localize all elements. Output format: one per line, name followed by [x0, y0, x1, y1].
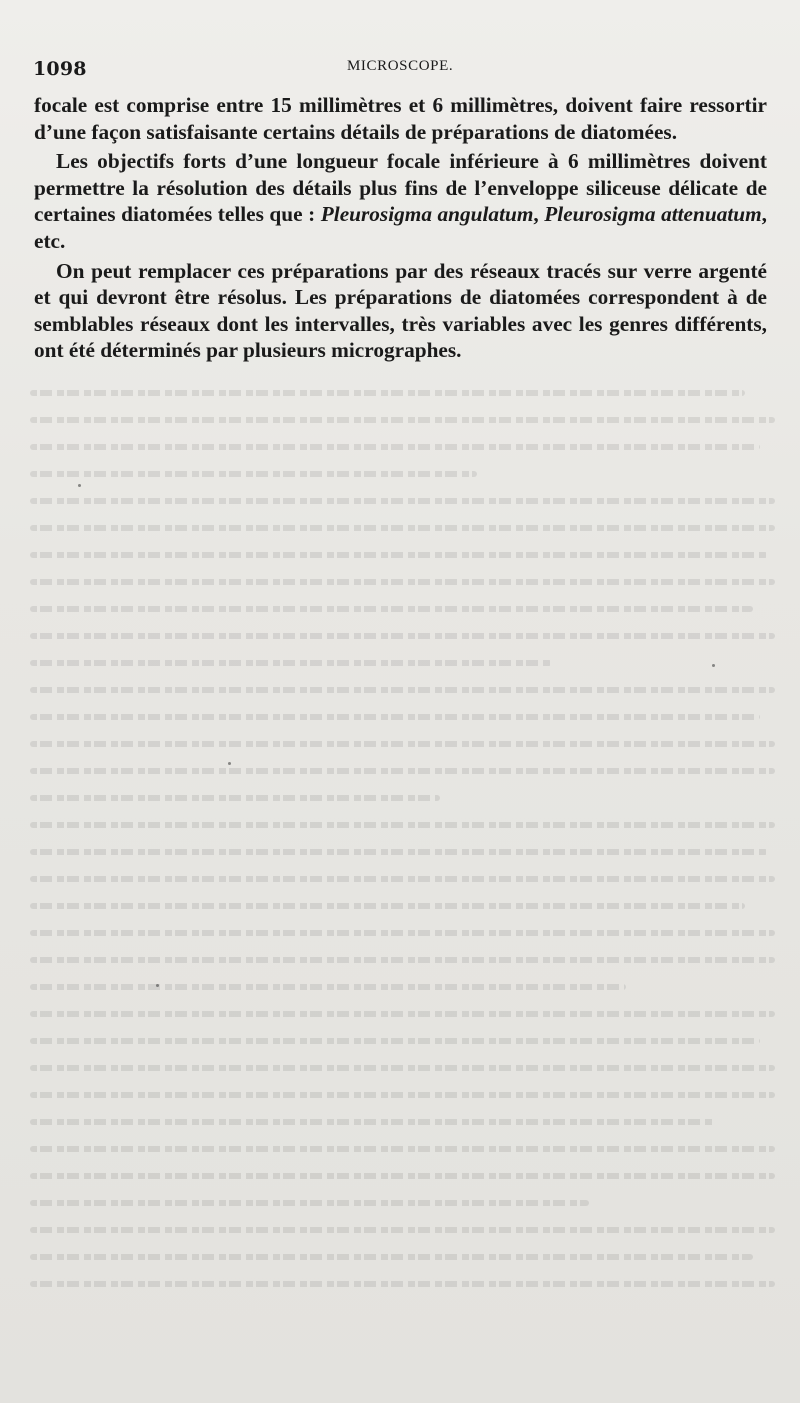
paper-speck [156, 984, 159, 987]
paragraph-2 [34, 148, 767, 254]
species-name-2: Pleurosigma attenuatum [544, 202, 762, 227]
separator: , [533, 202, 545, 227]
paper-speck [712, 664, 715, 667]
paragraph-2-end: , etc. [34, 202, 767, 253]
page-number: 1098 [33, 58, 87, 80]
show-through-texture [30, 390, 775, 1340]
body-text [34, 92, 767, 364]
paper-speck [78, 484, 81, 487]
paragraph-2-text: Les objectifs forts d’une longueur focale inférieure à 6 millimètres doivent permettre la résolution des détails plus fins de l’enveloppe siliceuse délicate de certaines diatomées telles que : [34, 149, 767, 227]
paragraph-3: On peut remplacer ces préparations par des réseaux tracés sur verre argenté et qui devront être résolus. Les préparations de diatomées correspondent à de semblables réseaux dont les intervalles, très variables avec les genres différents, ont été déterminés par plusieurs micrographes. [34, 258, 767, 363]
paper-speck [228, 762, 231, 765]
species-name-1: Pleurosigma angulatum [320, 202, 534, 227]
running-head: MICROSCOPE. [347, 58, 454, 74]
page-header [33, 56, 768, 82]
paragraph-1: focale est comprise entre 15 millimètres et 6 millimètres, doivent faire ressortir d’une façon satisfaisante certains détails de préparations de diatomées. [34, 93, 767, 144]
